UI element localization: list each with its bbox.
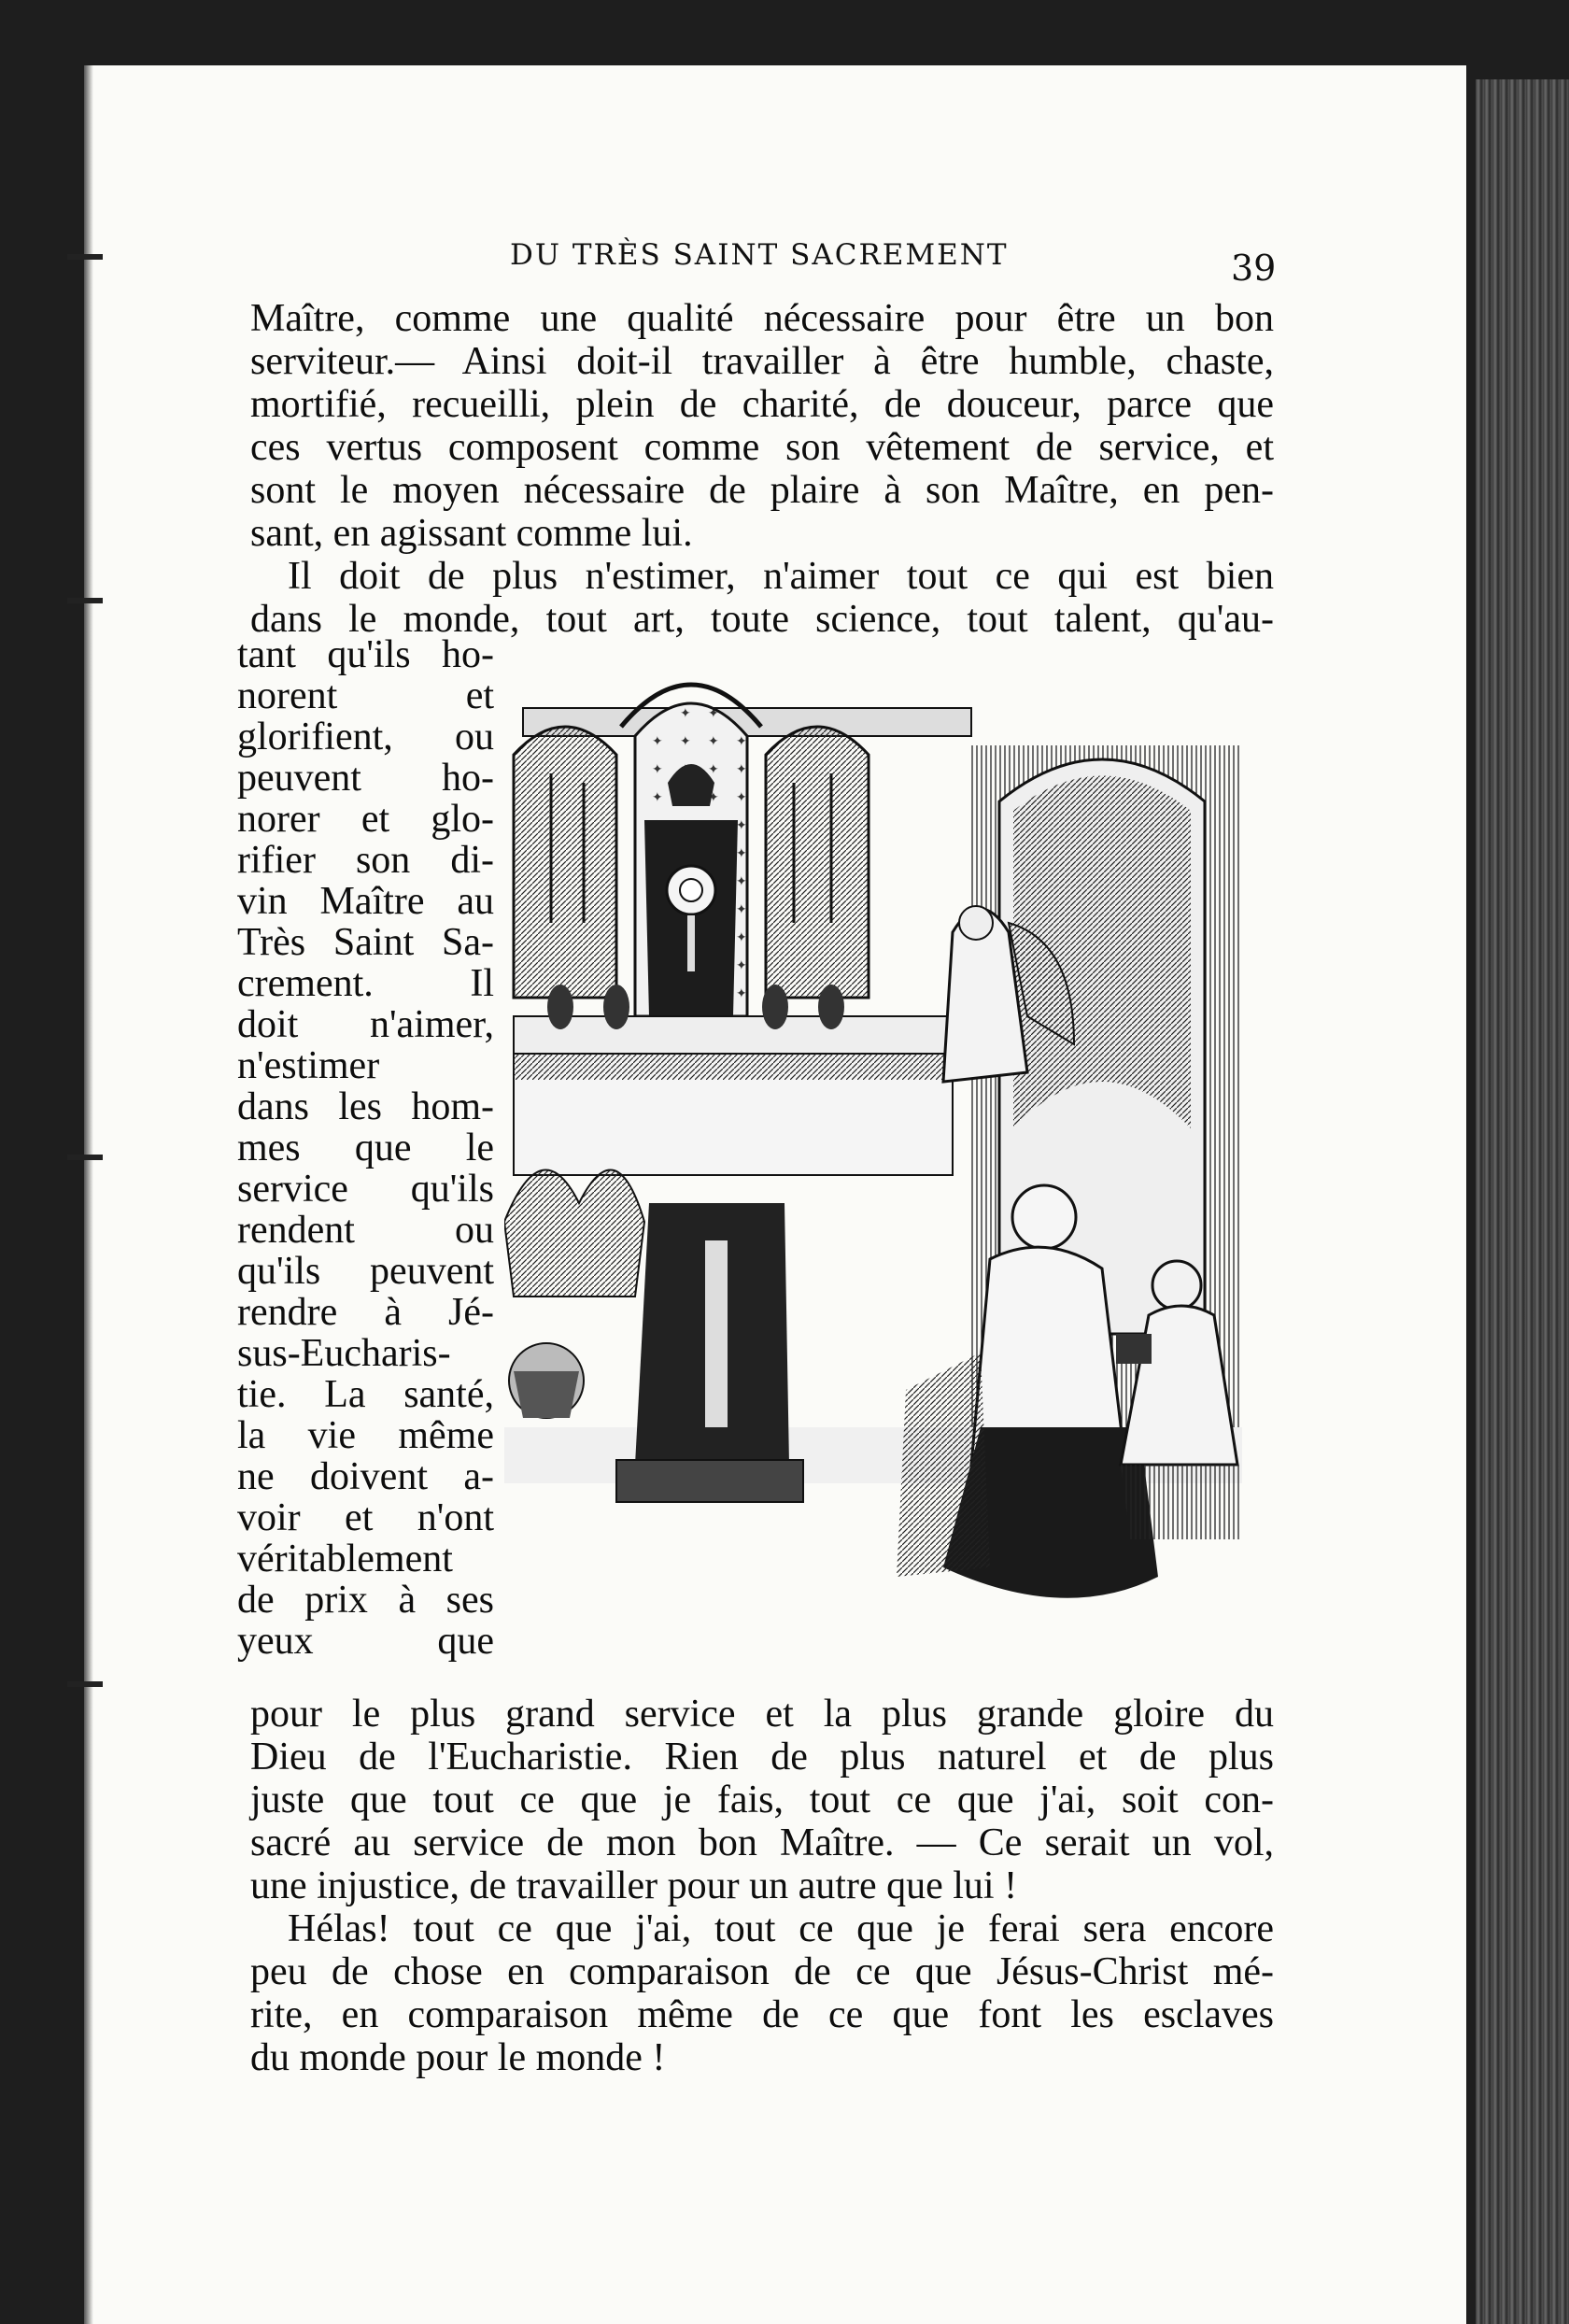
text-line: une injustice, de travailler pour un autre que lui ! xyxy=(250,1864,1018,1907)
text-line: service qu'ils xyxy=(237,1168,494,1211)
text-line: sacré au service de mon bon Maître. — Ce serait un vol, xyxy=(250,1821,1274,1864)
text-line: Très Saint Sa- xyxy=(237,921,494,964)
text-line: peuvent ho- xyxy=(237,757,494,800)
text-line: rendent ou xyxy=(237,1209,494,1252)
text-line: dans le monde, tout art, toute science, tout talent, qu'au- xyxy=(250,598,1274,641)
text-line: de prix à ses xyxy=(237,1579,494,1622)
text-line: pour le plus grand service et la plus grande gloire du xyxy=(250,1693,1274,1736)
binding-mark xyxy=(67,1155,103,1160)
text-line: qu'ils peuvent xyxy=(237,1250,494,1293)
text-line: yeux que xyxy=(237,1620,494,1663)
text-line: serviteur.— Ainsi doit-il travailler à être humble, chaste, xyxy=(250,340,1274,383)
text-line: rifier son di- xyxy=(237,839,494,882)
text-line: peu de chose en comparaison de ce que Jésus-Christ mé- xyxy=(250,1950,1274,1993)
text-line: glorifient, ou xyxy=(237,716,494,758)
text-line: Il doit de plus n'estimer, n'aimer tout ce qui est bien xyxy=(288,555,1274,598)
text-line: mes que le xyxy=(237,1127,494,1169)
text-line: norer et glo- xyxy=(237,798,494,841)
text-line: la vie même xyxy=(237,1414,494,1457)
text-line: norent et xyxy=(237,674,494,717)
text-line: dans les hom- xyxy=(237,1085,494,1128)
text-line: n'estimer xyxy=(237,1044,380,1087)
binding-mark xyxy=(67,254,103,260)
text-line: sus-Eucharis- xyxy=(237,1332,451,1375)
text-line: sant, en agissant comme lui. xyxy=(250,512,693,555)
text-line: ne doivent a- xyxy=(237,1455,494,1498)
text-line: tant qu'ils ho- xyxy=(237,633,494,676)
text-line: Hélas! tout ce que j'ai, tout ce que je ferai sera encore xyxy=(288,1907,1274,1950)
text-line: Dieu de l'Eucharistie. Rien de plus naturel et de plus xyxy=(250,1736,1274,1778)
text-line: vin Maître au xyxy=(237,880,494,923)
page-edges xyxy=(1476,79,1569,2324)
text-line: doit n'aimer, xyxy=(237,1003,494,1046)
text-line: voir et n'ont xyxy=(237,1496,494,1539)
running-head: DU TRÈS SAINT SACREMENT xyxy=(510,238,1009,272)
text-line: rite, en comparaison même de ce que font les esclaves xyxy=(250,1993,1274,2036)
text-line: crement. Il xyxy=(237,962,494,1005)
text-line: sont le moyen nécessaire de plaire à son Maître, en pen- xyxy=(250,469,1274,512)
binding-mark xyxy=(67,1681,103,1687)
text-line: véritablement xyxy=(237,1538,453,1580)
text-line: tie. La santé, xyxy=(237,1373,494,1416)
page-number: 39 xyxy=(1231,248,1277,289)
altar-engraving xyxy=(504,643,1242,1661)
text-line: juste que tout ce que je fais, tout ce que j'ai, soit con- xyxy=(250,1778,1274,1821)
text-line: Maître, comme une qualité nécessaire pour être un bon xyxy=(250,297,1274,340)
text-line: mortifié, recueilli, plein de charité, de douceur, parce que xyxy=(250,383,1274,426)
spine-shadow xyxy=(84,65,93,2324)
binding-mark xyxy=(67,598,103,603)
text-line: du monde pour le monde ! xyxy=(250,2036,666,2079)
text-line: rendre à Jé- xyxy=(237,1291,494,1334)
text-line: ces vertus composent comme son vêtement de service, et xyxy=(250,426,1274,469)
